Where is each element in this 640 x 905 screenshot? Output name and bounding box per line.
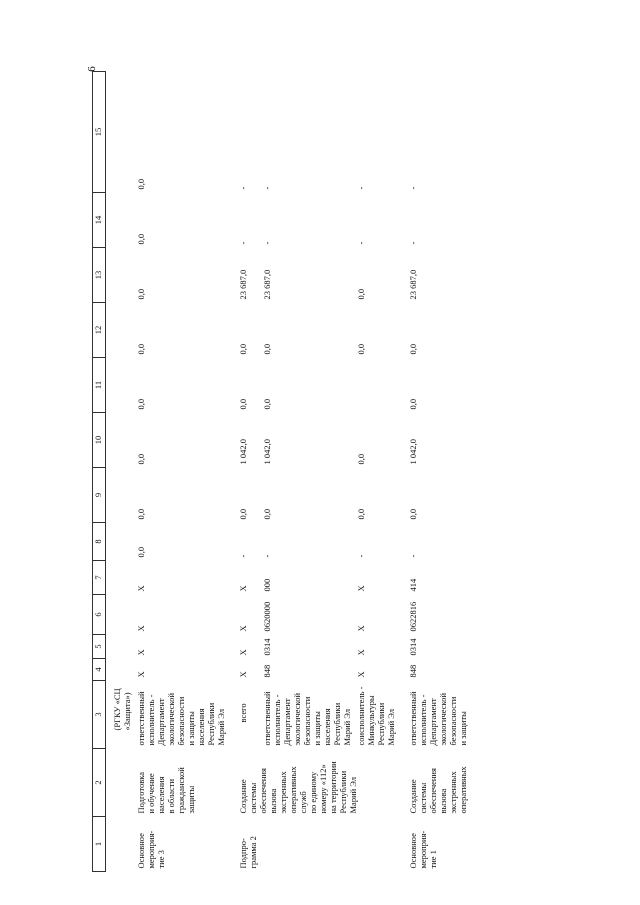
cell-grbs: 848 [408,664,419,678]
cell-rzpr: Х [356,649,367,656]
cell-year-8: - [238,554,249,558]
cell-year-8: - [262,554,273,558]
cell-rzpr: 0314 [408,638,419,656]
cell-year-10: 1 042,0 [408,439,419,465]
cell-grbs: Х [238,671,249,678]
cell-year-14: - [356,241,367,245]
row-executor: ответственный исполнитель - Департамент экологической безопасности и защиты [408,691,469,746]
header-col-6: 6 [93,595,106,635]
cell-year-12: 0,0 [262,343,273,355]
cell-year-15: - [408,186,419,190]
cell-year-9: 0,0 [238,508,249,520]
cell-year-8: - [356,554,367,558]
cell-year-9: 0,0 [136,508,147,520]
cell-year-14: - [238,241,249,245]
table-row [236,72,260,872]
cell-year-9: 0,0 [262,508,273,520]
header-col-11: 11 [93,358,106,413]
header-col-9: 9 [93,468,106,523]
row-code: Основное мероприя- тие 3 [136,830,167,869]
row-title: Подготовка и обучение населения в области гражданской защиты [136,767,197,814]
row-code [354,817,398,872]
cell-year-13: 0,0 [136,288,147,300]
row-code: Основное мероприя- тие 1 [408,830,439,869]
cell-vr: Х [356,585,367,592]
row-executor: ответственный исполнитель - Департамент экологической безопасности и защиты населения Республики Марий Эл [136,691,227,746]
row-code [260,817,354,872]
cell-year-10: 1 042,0 [238,439,249,465]
cell-year-12: 0,0 [238,343,249,355]
cell-csr: Х [356,625,367,632]
cell-year-13: 23 687,0 [262,269,273,300]
cell-year-14: - [408,241,419,245]
row-code: Подпро- грамма 2 [238,836,259,869]
cell-year-9: 0,0 [408,508,419,520]
cell-year-8: - [408,554,419,558]
cell-grbs: Х [136,671,147,678]
cell-year-14: - [262,241,273,245]
cell-csr: Х [238,625,249,632]
header-col-2: 2 [93,749,106,817]
header-col-14: 14 [93,193,106,248]
cell-rzpr: 0314 [262,638,273,656]
cell-year-10: 0,0 [136,453,147,465]
header-col-8: 8 [93,523,106,561]
header-col-15: 15 [93,72,106,193]
cell-year-15: - [238,186,249,190]
row-title: Создание системы обеспечения вызова экстренных оперативных служб по единому номеру «112» на территории Республики Марий Эл [238,761,359,814]
continuation-row [106,72,135,872]
cell-vr: Х [238,585,249,592]
cell-year-13: 23 687,0 [408,269,419,300]
cell-year-12: 0,0 [356,343,367,355]
cell-year-11: 0,0 [238,398,249,410]
program-table-container [92,72,522,872]
header-col-5: 5 [93,635,106,659]
cell-vr: 000 [262,578,273,592]
cell-year-11: 0,0 [262,398,273,410]
header-col-4: 4 [93,659,106,681]
cell-year-11: 0,0 [136,398,147,410]
cell-csr: Х [136,625,147,632]
cell-year-8: 0,0 [136,546,147,558]
header-col-12: 12 [93,303,106,358]
cell-year-10: 0,0 [356,453,367,465]
cell-year-9: 0,0 [356,508,367,520]
cell-year-10: 1 042,0 [262,439,273,465]
header-col-1: 1 [93,817,106,872]
cell-year-12: 0,0 [136,343,147,355]
cell-grbs: 848 [262,664,273,678]
cell-year-11: 0,0 [408,398,419,410]
cell-year-14: 0,0 [136,233,147,245]
continuation-text: (РГКУ «СЦ «Защита») [112,688,133,731]
row-executor: ответственный исполнитель - Департамент экологической безопасности и защиты населения Республики Марий Эл [262,691,353,746]
table-row [406,72,470,872]
cell-grbs: Х [356,671,367,678]
page-number: 6 [86,66,98,72]
header-col-3: 3 [93,681,106,749]
header-col-13: 13 [93,248,106,303]
cell-year-13: 23 687,0 [238,269,249,300]
cell-year-15: - [262,186,273,190]
cell-year-15: 0,0 [136,178,147,190]
cell-year-12: 0,0 [408,343,419,355]
cell-year-13: 0,0 [356,288,367,300]
cell-vr: 414 [408,578,419,592]
header-col-7: 7 [93,561,106,595]
row-executor: всего [238,703,249,723]
cell-vr: Х [136,585,147,592]
table-row [134,72,228,872]
cell-rzpr: Х [238,649,249,656]
cell-csr: 0620000 [262,601,273,632]
cell-year-15: - [356,186,367,190]
cell-rzpr: Х [136,649,147,656]
program-funding-table [92,71,471,872]
row-title: Создание системы обеспечения вызова экстренных оперативных [408,766,469,814]
column-number-header [93,72,106,872]
row-executor: соисполнитель - Минкультуры Республики Марий Эл [356,686,397,746]
cell-year-11 [354,358,398,413]
header-col-10: 10 [93,413,106,468]
cell-csr: 0622816 [408,601,419,632]
